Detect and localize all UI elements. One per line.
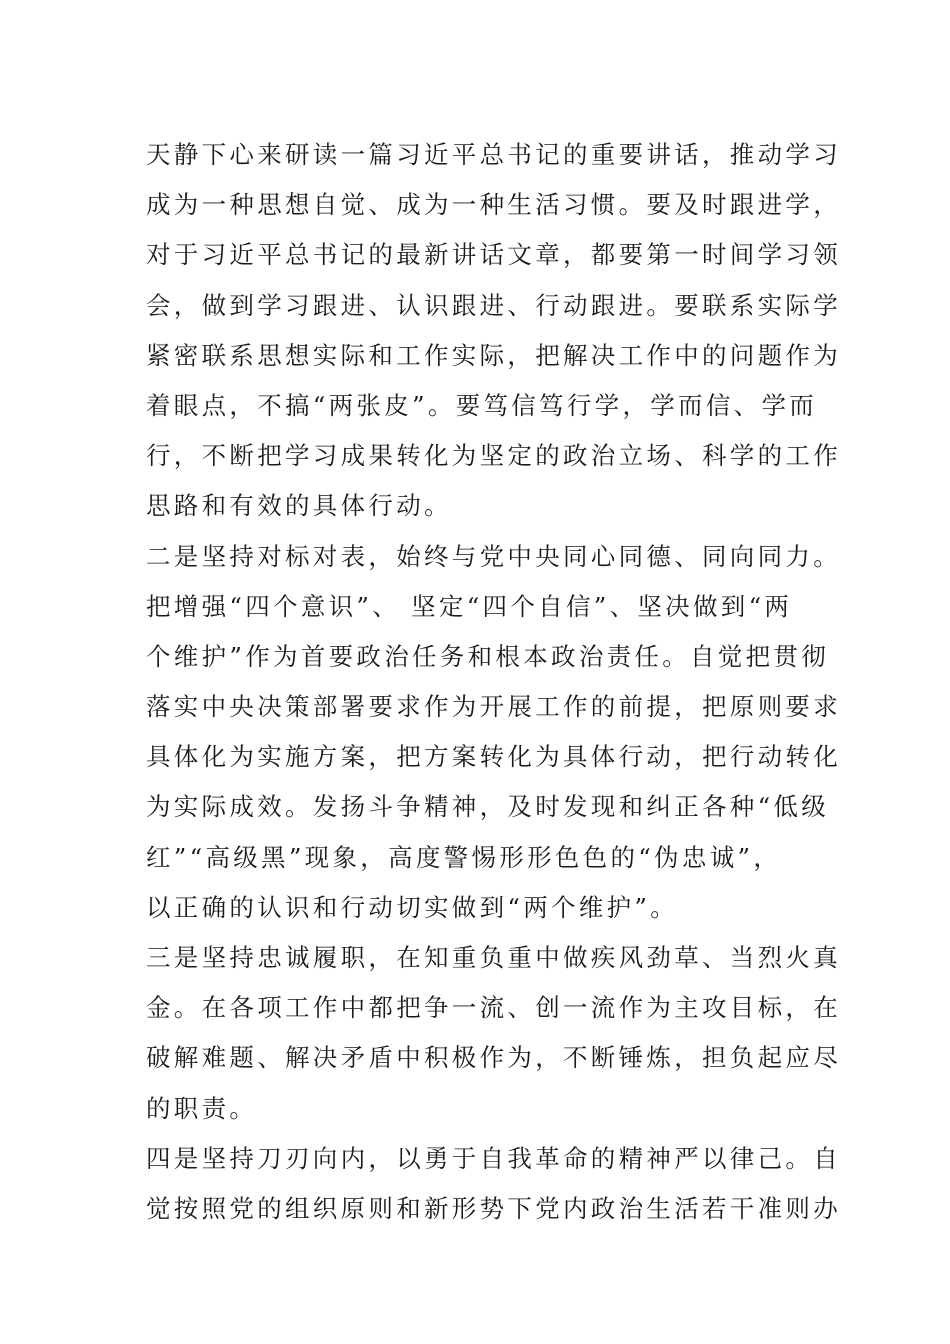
- text-line: 二是坚持对标对表，始终与党中央同心同德、同向同力。: [146, 541, 841, 571]
- text-line: 三是坚持忠诚履职，在知重负重中做疾风劲草、当烈火真: [146, 943, 841, 972]
- text-line: 个维护”作为首要政治任务和根本政治责任。自觉把贯彻: [146, 641, 830, 671]
- text-line: 具体化为实施方案，把方案转化为具体行动，把行动转化: [146, 742, 841, 772]
- text-line: 四是坚持刀刃向内，以勇于自我革命的精神严以律己。自: [146, 1143, 841, 1173]
- text-line: 会，做到学习跟进、认识跟进、行动跟进。要联系实际学: [146, 290, 841, 320]
- text-line: 破解难题、解决矛盾中积极作为，不断锤炼，担负起应尽: [146, 1043, 841, 1073]
- text-line: 觉按照党的组织原则和新形势下党内政治生活若干准则办: [146, 1193, 841, 1223]
- text-line: 金。在各项工作中都把争一流、创一流作为主攻目标，在: [146, 993, 841, 1023]
- text-line: 行，不断把学习成果转化为坚定的政治立场、科学的工作: [146, 441, 841, 471]
- text-line: 红”“高级黑”现象，高度警惕形形色色的“伪忠诚”，: [146, 842, 782, 872]
- text-line: 着眼点，不搞“两张皮”。要笃信笃行学，学而信、学而: [146, 390, 818, 420]
- text-line: 落实中央决策部署要求作为开展工作的前提，把原则要求: [146, 692, 841, 722]
- text-line: 成为一种思想自觉、成为一种生活习惯。要及时跟进学，: [146, 190, 841, 220]
- text-line: 的职责。: [146, 1093, 258, 1123]
- text-line: 为实际成效。发扬斗争精神，及时发现和纠正各种“低级: [146, 792, 830, 822]
- text-line: 紧密联系思想实际和工作实际，把解决工作中的问题作为: [146, 340, 841, 370]
- text-line: 把增强“四个意识”、 坚定“四个自信”、坚决做到“两: [146, 591, 793, 621]
- text-line: 天静下心来研读一篇习近平总书记的重要讲话，推动学习: [146, 140, 841, 169]
- document-body: [146, 130, 841, 1234]
- text-line: 思路和有效的具体行动。: [146, 491, 452, 521]
- text-line: 以正确的认识和行动切实做到“两个维护”。: [146, 892, 679, 922]
- text-line: 对于习近平总书记的最新讲话文章，都要第一时间学习领: [146, 240, 841, 270]
